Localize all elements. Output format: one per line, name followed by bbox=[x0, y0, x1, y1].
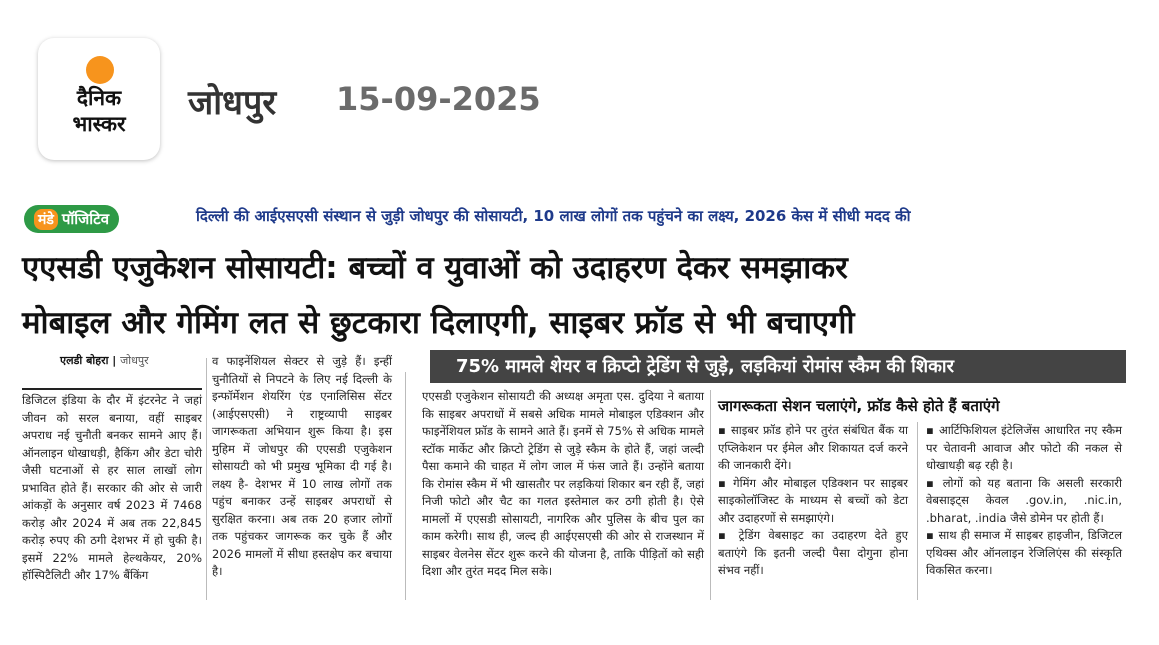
subheadline-bar: 75% मामले शेयर व क्रिप्टो ट्रेडिंग से जुड़े, लड़कियां रोमांस स्कैम की शिकार bbox=[430, 350, 1126, 383]
bullet-column-right bbox=[926, 422, 1122, 580]
bullet-item: ▪ गेमिंग और मोबाइल एडिक्शन पर साइबर साइकोलॉजिस्ट के माध्यम से बच्चों को डेटा और उदाहरणों से समझाएंगे। bbox=[718, 475, 908, 525]
bullet-item: ▪ साइबर फ्रॉड होने पर तुरंत संबंधित बैंक या एप्लिकेशन पर ईमेल और शिकायत दर्ज करने की जानकारी देंगे। bbox=[718, 423, 908, 472]
article-column-1: डिजिटल इंडिया के दौर में इंटरनेट ने जहां जीवन को सरल बनाया, वहीं साइबर अपराध नई चुनौती बनकर सामने आए हैं। ऑनलाइन धोखाधड़ी, हैकिंग और डेटा चोरी जैसी घटनाओं से हर साल लाखों लोग प्रभावित होते हैं। सरकार की ओर से जारी आंकड़ों के अनुसार वर्ष 2023 में 7468 करोड़ और 2024 में अब तक 22,845 करोड़ रुपए की ठगी देशभर में हो चुकी है। इसमें 22% मामले हेल्थकेयर, 20% हॉस्पिटैलिटी और 17% बैंकिंग bbox=[22, 388, 202, 585]
column-divider bbox=[405, 372, 406, 600]
byline: एलडी बोहरा | जोधपुर bbox=[60, 354, 149, 367]
badge-positive: पॉजिटिव bbox=[61, 210, 110, 228]
bullet-item: ▪ आर्टिफिशियल इंटेलिजेंस आधारित नए स्कैम पर चेतावनी आवाज और फोटो की नकल से धोखाधड़ी बढ़ रही है। bbox=[926, 423, 1122, 472]
section-badge bbox=[24, 205, 119, 233]
logo-text-line2: भास्कर bbox=[72, 112, 126, 136]
byline-place: जोधपुर bbox=[120, 354, 149, 367]
headline-line-2: मोबाइल और गेमिंग लत से छुटकारा दिलाएगी, साइबर फ्रॉड से भी बचाएगी bbox=[22, 305, 855, 341]
logo-text-line1: दैनिक bbox=[76, 86, 122, 110]
article-column-3: एएसडी एजुकेशन सोसायटी की अध्यक्ष अमृता एस. दुदिया ने बताया कि साइबर अपराधों में सबसे अधिक मामले मोबाइल एडिक्शन और फाइनेंशियल फ्रॉड के सामने आते हैं। इनमें से 75% से अधिक मामले स्टॉक मार्केट और क्रिप्टो ट्रेडिंग से जुड़े स्कैम के होते हैं, जहां जल्दी पैसा कमाने की चाहत में लोग जाल में फंस जाते हैं। उन्होंने बताया कि रोमांस स्कैम में भी खासतौर पर लड़कियां शिकार बन रही हैं, जहां निजी फोटो और चैट का गलत इस्तेमाल कर ठगी होती है। ऐसे मामलों में एएसडी सोसायटी, नागरिक और पुलिस के बीच पुल का काम करेगी। साथ ही, जल्द ही आईएसएसी की ओर से राजस्थान में साइबर वेलनेस सेंटर शुरू करने की योजना है, ताकि पीड़ितों को सही दिशा और तुरंत मदद मिल सके। bbox=[422, 389, 704, 578]
sun-icon bbox=[86, 56, 114, 84]
badge-monday: मंडे bbox=[34, 209, 58, 230]
newspaper-logo bbox=[38, 38, 160, 160]
edition-date: 15-09-2025 bbox=[336, 80, 541, 118]
column-divider bbox=[710, 390, 711, 600]
page-header bbox=[0, 0, 1159, 180]
bullet-column-left bbox=[718, 422, 908, 580]
bullet-item: ▪ साथ ही समाज में साइबर हाइजीन, डिजिटल एथिक्स और ऑनलाइन रेजिलिएंस की संस्कृति विकसित करना। bbox=[926, 528, 1122, 577]
column-divider bbox=[917, 422, 918, 600]
byline-name: एलडी बोहरा bbox=[60, 354, 109, 367]
column-divider bbox=[206, 358, 207, 600]
bullet-item: ▪ ट्रेडिंग वेबसाइट का उदाहरण देते हुए बताएंगे कि इतनी जल्दी पैसा दोगुना होना संभव नहीं। bbox=[718, 528, 908, 577]
kicker-text: दिल्ली की आईएसएसी संस्थान से जुड़ी जोधपुर की सोसायटी, 10 लाख लोगों तक पहुंचने का लक्ष्य, 2026 केस में सीधी मदद की bbox=[196, 207, 911, 225]
headline-line-1: एएसडी एजुकेशन सोसायटी: बच्चों व युवाओं को उदाहरण देकर समझाकर bbox=[22, 250, 848, 286]
article-column-2: व फाइनेंशियल सेक्टर से जुड़े हैं। इन्हीं चुनौतियों से निपटने के लिए नई दिल्ली के इन्फॉर्मेशन शेयरिंग एंड एनालिसिस सेंटर (आईएसएसी) ने राष्ट्रव्यापी साइबर जागरूकता अभियान शुरू किया है। इस मुहिम में जोधपुर की एएसडी एजुकेशन सोसायटी को भी प्रमुख भूमिका दी गई है। लक्ष्य है- देशभर में 10 लाख लोगों तक पहुंच बनाकर उन्हें साइबर अपराधों से सुरक्षित करना। अब तक 20 हजार लोगों तक पहुंचकर जागरूक कर चुके हैं और 2026 मामलों में सीधा हस्तक्षेप कर बचाया है। bbox=[212, 354, 392, 578]
bullet-item: ▪ लोगों को यह बताना कि असली सरकारी वेबसाइट्स केवल .gov.in, .nic.in, .bharat, .india जैसे डोमेन पर होती हैं। bbox=[926, 475, 1122, 525]
section-heading: जागरूकता सेशन चलाएंगे, फ्रॉड कैसे होते हैं बताएंगे bbox=[718, 397, 1000, 415]
edition-city: जोधपुर bbox=[188, 83, 277, 123]
